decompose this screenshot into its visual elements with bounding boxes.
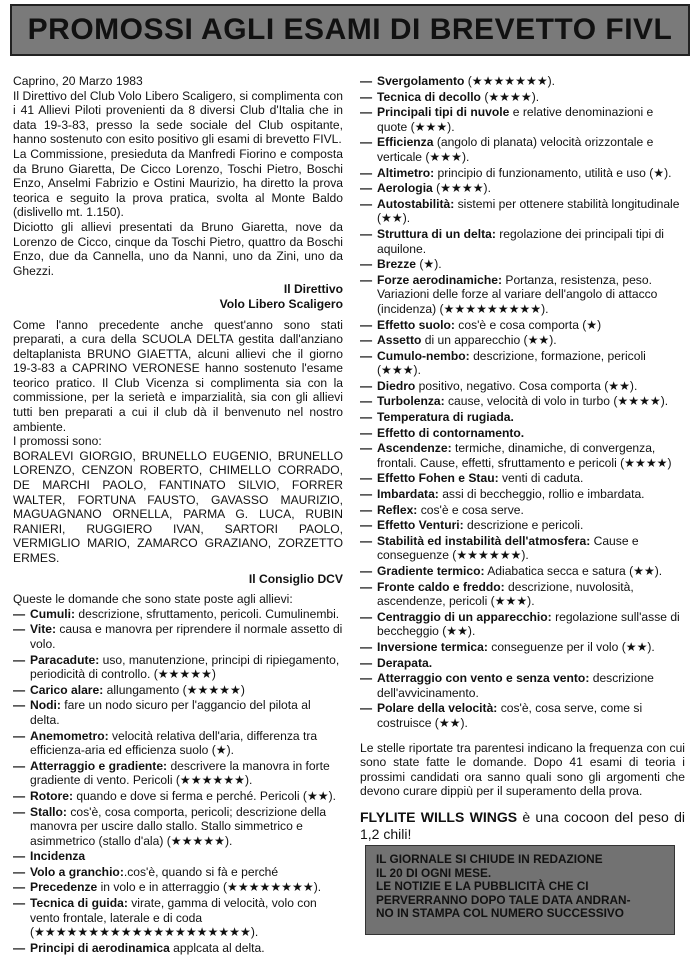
question-item — [360, 487, 685, 502]
question-item — [13, 759, 343, 788]
question-text: uso, manutenzione, principi di ripiegamento, periodicità di controllo. (★★★★★) — [30, 652, 340, 682]
question-text: virate, gamma di velocità, volo con vento frontale, laterale e di coda (★★★★★★★★★★★★★★★★★★★★). — [30, 896, 317, 940]
promoted-names: BORALEVI GIORGIO, BRUNELLO EUGENIO, BRUNELLO LORENZO, CENZON ROBERTO, CHIMELLO CORRADO, DE MARCHI PAOLO, FANTINATO SILVIO, FORRER WALTER, FORTUNA FAUSTO, GAVASSO MAURIZIO, MAGUAGNANO ORNELLA, PARMA G. LUCA, RUBIN RANIERI, RUGGIERO IVAN, SARTORI PAOLO, VERMIGLIO MARIO, ZAMARCO GRAZIANO, ZORZETTO ERMES. — [13, 448, 343, 565]
right-column — [360, 74, 685, 843]
question-term: Reflex: — [377, 502, 418, 517]
question-term: Diedro — [377, 378, 416, 393]
question-term: Rotore: — [30, 788, 73, 803]
question-text: cos'è, cosa serve, come si costruisce (★★). — [377, 701, 643, 730]
question-term: Derapata. — [377, 655, 433, 670]
question-item — [360, 701, 685, 730]
question-item — [360, 349, 685, 378]
question-item — [360, 257, 685, 272]
question-item — [360, 640, 685, 655]
question-term: Volo a granchio: — [30, 864, 124, 879]
question-text: (★). — [416, 257, 442, 272]
question-item — [360, 394, 685, 409]
question-term: Anemometro: — [30, 728, 109, 743]
question-text: descrivere la manovra in forte gradiente di vento. Pericoli (★★★★★★). — [30, 758, 330, 788]
question-item — [13, 896, 343, 940]
commission-paragraph: La Commissione, presieduta da Manfredi Fiorino e composta da Bruno Giaretta, De Cicco Lorenzo, Toschi Pietro, Boschi Enzo, Anselmi Fabrizio e Ostini Maurizio, ha diretto la prova teorica e seguito la prova pratica, svolta al Monte Baldo (dislivello mt. 1.150). — [13, 146, 343, 220]
question-term: Cumuli: — [30, 606, 76, 621]
question-text: regolazione dei principali tipi di aquilone. — [377, 226, 664, 256]
signature-direttivo: Il Direttivo Volo Libero Scaligero — [219, 282, 343, 311]
question-text: cos'è e cosa comporta (★) — [454, 317, 602, 332]
question-term: Inversione termica: — [377, 639, 488, 654]
questions-list-left — [13, 607, 343, 956]
question-item — [13, 698, 343, 727]
question-item — [360, 518, 685, 533]
question-term: Paracadute: — [30, 652, 100, 667]
question-item — [360, 656, 685, 671]
question-text: causa e manovra per riprendere il normale assetto di volo. — [30, 622, 343, 651]
question-text: (angolo di planata) velocità orizzontale e verticale (★★★). — [377, 135, 654, 164]
notice-line: PERVERRANNO DOPO TALE DATA ANDRAN- — [376, 892, 631, 907]
notice-line: LE NOTIZIE E LA PUBBLICITÀ CHE CI — [376, 879, 589, 894]
question-item — [13, 880, 343, 895]
question-text: descrizione, formazione, pericoli (★★★). — [377, 348, 646, 378]
signature-dcv: Il Consiglio DCV — [248, 571, 343, 586]
question-term: Cumulo-nembo: — [377, 348, 470, 363]
question-text: descrizione, sfruttamento, pericoli. Cumulinembi. — [75, 606, 340, 621]
question-item — [360, 318, 685, 333]
question-item — [13, 941, 343, 956]
question-item — [13, 729, 343, 758]
question-item — [360, 166, 685, 181]
question-term: Effetto Venturi: — [377, 518, 464, 533]
question-text: (★★★★). — [480, 89, 540, 104]
question-text: descrizione, nuvolosità, ascendenze, pericoli (★★★). — [377, 579, 634, 609]
question-term: Stallo: — [30, 804, 67, 819]
question-item — [13, 683, 343, 698]
question-text: regolazione sull'asse di beccheggio (★★). — [377, 609, 680, 639]
question-term: Imbardata: — [377, 487, 439, 502]
question-item — [360, 503, 685, 518]
promoted-label: I promossi sono: — [13, 434, 102, 449]
question-item — [360, 273, 685, 317]
editorial-notice-box — [365, 845, 675, 935]
question-text: positivo, negativo. Cosa comporta (★★). — [415, 378, 638, 393]
question-text: .cos'è, quando si fà e perché — [123, 864, 279, 879]
title-banner — [10, 4, 690, 56]
question-item — [360, 534, 685, 563]
question-term: Centraggio di un apparecchio: — [377, 609, 552, 624]
question-text: applcata al delta. — [169, 940, 265, 955]
question-item — [13, 653, 343, 682]
question-term: Struttura di un delta: — [377, 226, 496, 241]
question-text: principio di funzionamento, utilità e uso (★). — [434, 165, 672, 180]
dateline: Caprino, 20 Marzo 1983 — [13, 74, 143, 88]
question-term: Temperatura di rugiada. — [377, 410, 514, 425]
question-item — [13, 789, 343, 804]
question-item — [360, 426, 685, 441]
question-item — [360, 90, 685, 105]
question-text: velocità relativa dell'aria, differenza tra efficienza-aria ed efficienza suolo (★). — [30, 728, 318, 758]
question-item — [360, 610, 685, 639]
question-term: Effetto suolo: — [377, 317, 455, 332]
students-paragraph: Diciotto gli allievi presentati da Bruno Giaretta, nove da Lorenzo de Cicco, cinque da Toschi Pietro, quattro da Boschi Enzo, due da Cannella, uno da Nanni, uno da Zini, uno da Ghezzi. — [13, 219, 343, 278]
question-text: allungamento (★★★★★) — [103, 682, 245, 697]
question-item — [13, 607, 343, 622]
question-text: descrizione dell'avvicinamento. — [377, 671, 654, 700]
question-item — [360, 135, 685, 164]
question-item — [360, 379, 685, 394]
question-item — [360, 333, 685, 348]
notice-line: IL GIORNALE SI CHIUDE IN REDAZIONE — [376, 852, 603, 866]
question-term: Forze aerodinamiche: — [377, 272, 503, 287]
question-term: Tecnica di decollo — [377, 89, 481, 104]
question-text: e relative denominazioni e quote (★★★). — [377, 105, 654, 134]
flylite-note: FLYLITE WILLS WINGS è una cocoon del peso di 1,2 chili! — [360, 808, 685, 842]
question-item — [13, 849, 343, 864]
question-term: Fronte caldo e freddo: — [377, 579, 505, 594]
question-item — [13, 865, 343, 880]
question-item — [360, 471, 685, 486]
questions-list-right — [360, 74, 685, 731]
question-item — [360, 580, 685, 609]
question-text: fare un nodo sicuro per l'aggancio del pilota al delta. — [30, 698, 311, 727]
question-term: Vite: — [30, 622, 56, 637]
question-term: Effetto di contornamento. — [377, 425, 525, 440]
stars-note: Le stelle riportate tra parentesi indicano la frequenza con cui sono state fatte le domande. Dopo 41 esami di teoria i prossimi candidati ora sanno quali sono gli argomenti che devono curare dippiù per il superamento della prova. — [360, 740, 685, 799]
question-term: Gradiente termico: — [377, 564, 485, 578]
question-text: sistemi per ottenere stabilità longitudinale (★★). — [377, 196, 680, 226]
question-term: Principali tipi di nuvole — [377, 105, 510, 120]
question-item — [360, 105, 685, 134]
question-text: di un apparecchio (★★). — [421, 333, 557, 348]
question-text: Adiabatica secca e satura (★★). — [484, 564, 663, 578]
question-text: assi di beccheggio, rollio e imbardata. — [438, 487, 645, 502]
question-item — [360, 227, 685, 256]
notice-line: NO IN STAMPA COL NUMERO SUCCESSIVO — [376, 906, 624, 921]
question-text: Cause e conseguenze (★★★★★★). — [377, 533, 639, 563]
question-term: Nodi: — [30, 698, 61, 713]
questions-intro: Queste le domande che sono state poste agli allievi: — [13, 592, 293, 607]
question-text: descrizione e pericoli. — [463, 518, 584, 533]
question-term: Turbolenza: — [377, 394, 445, 409]
question-item — [360, 441, 685, 470]
question-term: Ascendenze: — [377, 441, 452, 456]
intro-paragraph: Il Direttivo del Club Volo Libero Scaligero, si complimenta con i 41 Allievi Piloti provenienti da 8 diversi Club d'Italia che in data 19-3-83, presso la sede sociale del Club ospitante, hanno sostenuto con esito positivo gli esami di brevetto FIVL. — [13, 88, 343, 147]
question-text: termiche, dinamiche, di convergenza, frontali. Cause, effetti, sfruttamento e pericoli (★★★★) — [377, 441, 672, 470]
question-term: Atterraggio e gradiente: — [30, 758, 168, 773]
question-term: Tecnica di guida: — [30, 896, 128, 911]
question-text: Portanza, resistenza, peso. Variazioni delle forze al variare dell'angolo di attacco (incidenza) (★★★★★★★★★). — [377, 272, 658, 316]
question-term: Brezze — [377, 257, 416, 272]
question-text: cos'è, cosa comporta, pericoli; descrizione della manovra per uscire dallo stallo. Stallo simmetrico e asimmetrico (stallo d'ala) (★★★★★). — [30, 804, 327, 848]
question-term: Stabilità ed instabilità dell'atmosfera: — [377, 533, 591, 548]
question-term: Altimetro: — [377, 165, 435, 180]
question-text: venti di caduta. — [498, 471, 584, 486]
question-item — [13, 805, 343, 849]
dcv-paragraph: Come l'anno precedente anche quest'anno sono stati preparati, a cura della SCUOLA DELTA gestita dall'anziano deltaplanista BRUNO GIAETTA, alcuni allievi che il giorno 19-3-83 a CAPRINO VERONESE hanno sostenuto l'esame teorico pratico. Il Club Vicenza si complimenta sia con la commissione, per la serietà e imparzialità, sia con gli allievi tutti ben preparati a cui il club dà il benvenuto nel nostro ambiente. — [13, 317, 343, 434]
question-text: (★★★★★★★). — [464, 74, 556, 88]
question-item — [360, 410, 685, 425]
question-term: Principi di aerodinamica — [30, 940, 170, 955]
question-text: conseguenze per il volo (★★). — [487, 639, 655, 654]
question-term: Polare della velocità: — [377, 701, 498, 716]
question-text: cos'è e cosa serve. — [417, 502, 524, 517]
question-term: Assetto — [377, 333, 422, 348]
question-term: Atterraggio con vento e senza vento: — [377, 671, 590, 686]
question-term: Carico alare: — [30, 682, 104, 697]
question-text: cause, velocità di volo in turbo (★★★★). — [444, 394, 669, 409]
question-text: quando e dove si ferma e perché. Pericoli (★★). — [73, 788, 337, 803]
question-item — [360, 197, 685, 226]
question-item — [360, 74, 685, 89]
question-term: Effetto Fohen e Stau: — [377, 471, 499, 486]
question-text: (★★★★). — [432, 181, 491, 196]
question-term: Efficienza — [377, 135, 434, 150]
question-item — [13, 622, 343, 651]
question-term: Incidenza — [30, 849, 86, 864]
notice-line: IL 20 DI OGNI MESE. — [376, 865, 492, 880]
question-term: Precedenze — [30, 880, 98, 895]
question-term: Svergolamento — [377, 74, 465, 88]
left-column — [13, 74, 343, 956]
question-term: Autostabilità: — [377, 196, 455, 211]
question-term: Aerologia — [377, 181, 433, 196]
question-item — [360, 564, 685, 579]
question-item — [360, 181, 685, 196]
question-text: in volo e in atterraggio (★★★★★★★★). — [97, 880, 322, 895]
page-title: PROMOSSI AGLI ESAMI DI BREVETTO FIVL — [27, 13, 673, 46]
question-item — [360, 671, 685, 700]
